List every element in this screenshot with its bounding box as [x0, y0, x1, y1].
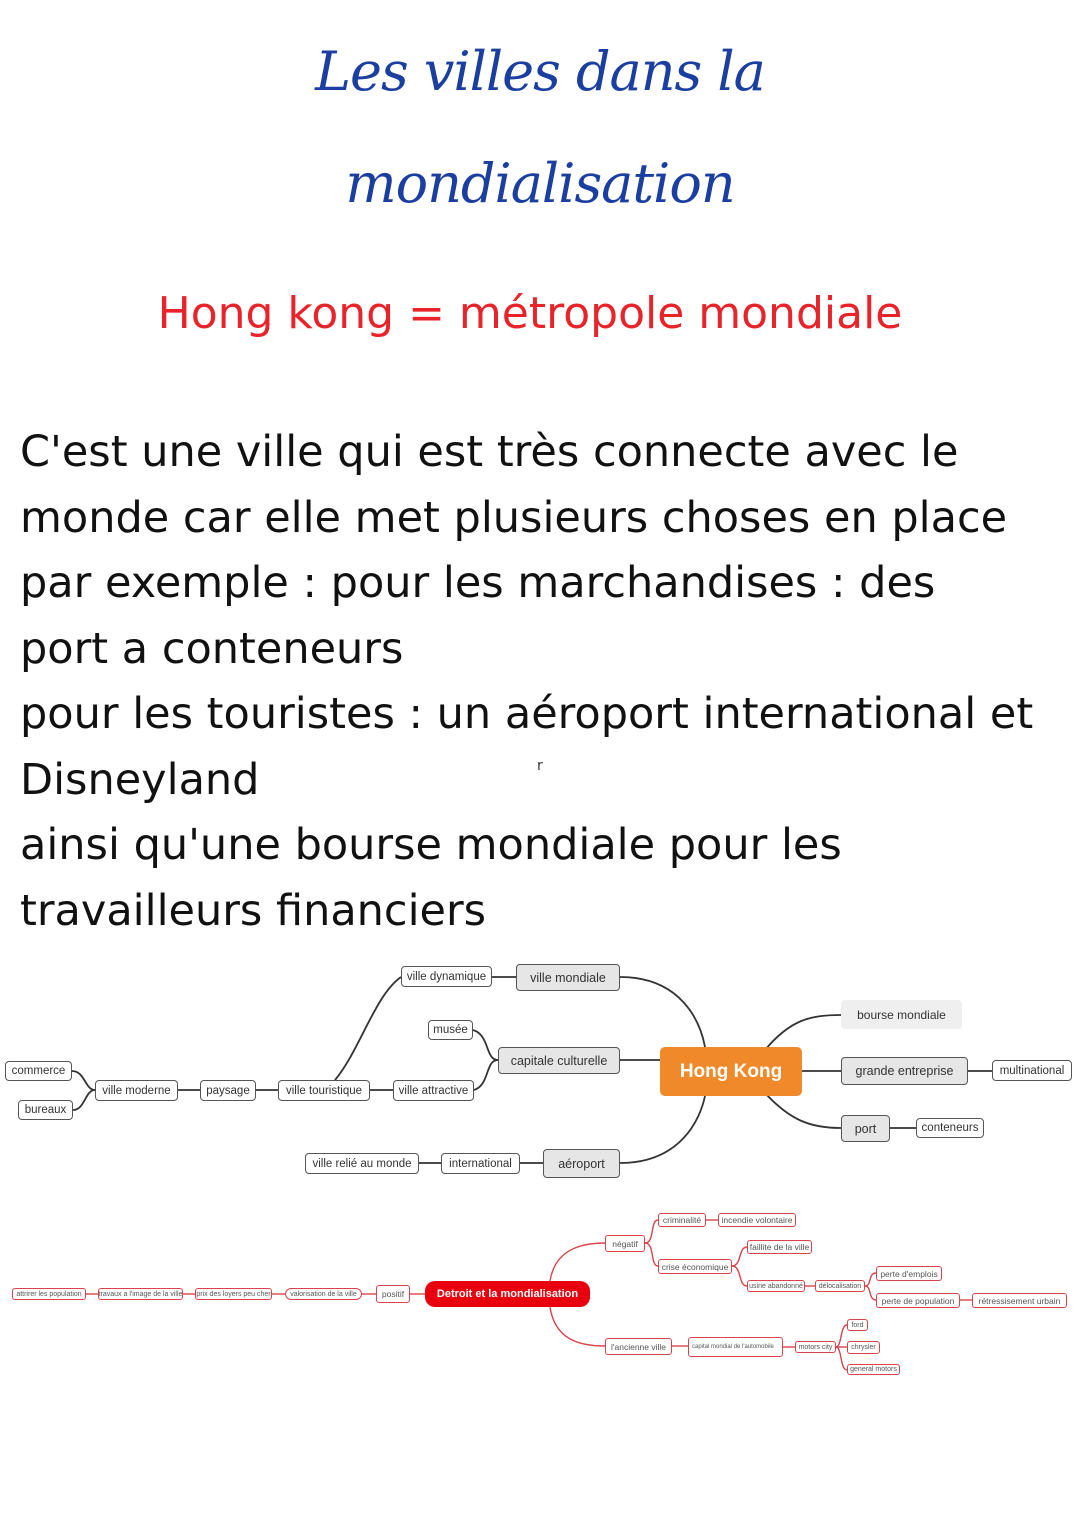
paragraph-line: C'est une ville qui est très connecte avec le	[20, 427, 959, 477]
node-delocalisation: délocalisation	[815, 1280, 865, 1292]
node-port: port	[841, 1115, 890, 1142]
paragraph-line: ainsi qu'une bourse mondiale pour les	[20, 820, 842, 870]
node-attirer-population: attrirer les population	[12, 1288, 86, 1300]
node-criminalite: criminalité	[658, 1213, 706, 1227]
node-ford: ford	[847, 1319, 868, 1331]
node-retressissement-urbain: rétressisement urbain	[972, 1293, 1067, 1308]
node-incendie-volontaire: incendie volontaire	[718, 1213, 796, 1227]
paragraph	[20, 420, 1070, 944]
paragraph-line: port a conteneurs	[20, 623, 404, 674]
node-travaux: travaux a l'image de la ville	[98, 1288, 183, 1300]
subtitle: Hong kong = métropole mondiale	[157, 288, 903, 339]
node-faillite: faillite de la ville	[747, 1240, 812, 1254]
node-motors-city: motors city	[795, 1341, 836, 1353]
node-commerce: commerce	[5, 1061, 72, 1081]
node-perte-population: perte de population	[876, 1293, 960, 1308]
node-capital-mondial: capital mondial de l'automobile	[688, 1337, 783, 1357]
node-crise-economique: crise économique	[658, 1259, 732, 1274]
node-detroit-center: Detroit et la mondialisation	[425, 1281, 590, 1307]
node-capitale-culturelle: capitale culturelle	[498, 1047, 620, 1074]
paragraph-line: monde car elle met plusieurs choses en place	[20, 492, 1008, 543]
title-line-1: Les villes dans la	[315, 40, 765, 103]
node-negatif: négatif	[605, 1235, 645, 1252]
node-aeroport: aéroport	[543, 1149, 620, 1178]
node-paysage: paysage	[200, 1080, 256, 1101]
node-chrysler: chrysler	[847, 1341, 880, 1354]
node-bureaux: bureaux	[18, 1100, 73, 1120]
node-grande-entreprise: grande entreprise	[841, 1057, 968, 1085]
node-ville-moderne: ville moderne	[95, 1080, 178, 1101]
node-ville-touristique: ville touristique	[278, 1080, 370, 1101]
node-valorisation: valorisation de la ville	[285, 1288, 362, 1300]
node-hong-kong-center: Hong Kong	[660, 1047, 802, 1096]
node-bourse-mondiale: bourse mondiale	[841, 1000, 962, 1029]
node-conteneurs: conteneurs	[916, 1118, 984, 1138]
node-ancienne-ville: l'ancienne ville	[605, 1338, 672, 1355]
paragraph-line: Disneyland	[20, 754, 260, 805]
node-usine-abandonne: usine abandonné	[747, 1280, 805, 1292]
node-ville-dynamique: ville dynamique	[401, 966, 492, 987]
node-musee: musée	[428, 1020, 473, 1040]
stray-mark: r	[537, 758, 543, 774]
node-positif: positif	[376, 1285, 410, 1303]
paragraph-line: travailleurs financiers	[20, 885, 487, 936]
node-general-motors: general motors	[847, 1364, 900, 1375]
node-ville-relie-au-monde: ville relié au monde	[305, 1153, 419, 1174]
paragraph-line: pour les touristes : un aéroport international et	[20, 689, 1034, 739]
node-ville-mondiale: ville mondiale	[516, 964, 620, 991]
title-line-2: mondialisation	[345, 152, 735, 215]
node-international: international	[441, 1153, 520, 1174]
node-ville-attractive: ville attractive	[393, 1080, 474, 1101]
node-multinational: multinational	[992, 1060, 1072, 1081]
node-perte-emplois: perte d'emplois	[876, 1266, 942, 1281]
node-prix-loyers: prix des loyers peu cher	[195, 1288, 272, 1300]
paragraph-line: par exemple : pour les marchandises : des	[20, 558, 936, 608]
